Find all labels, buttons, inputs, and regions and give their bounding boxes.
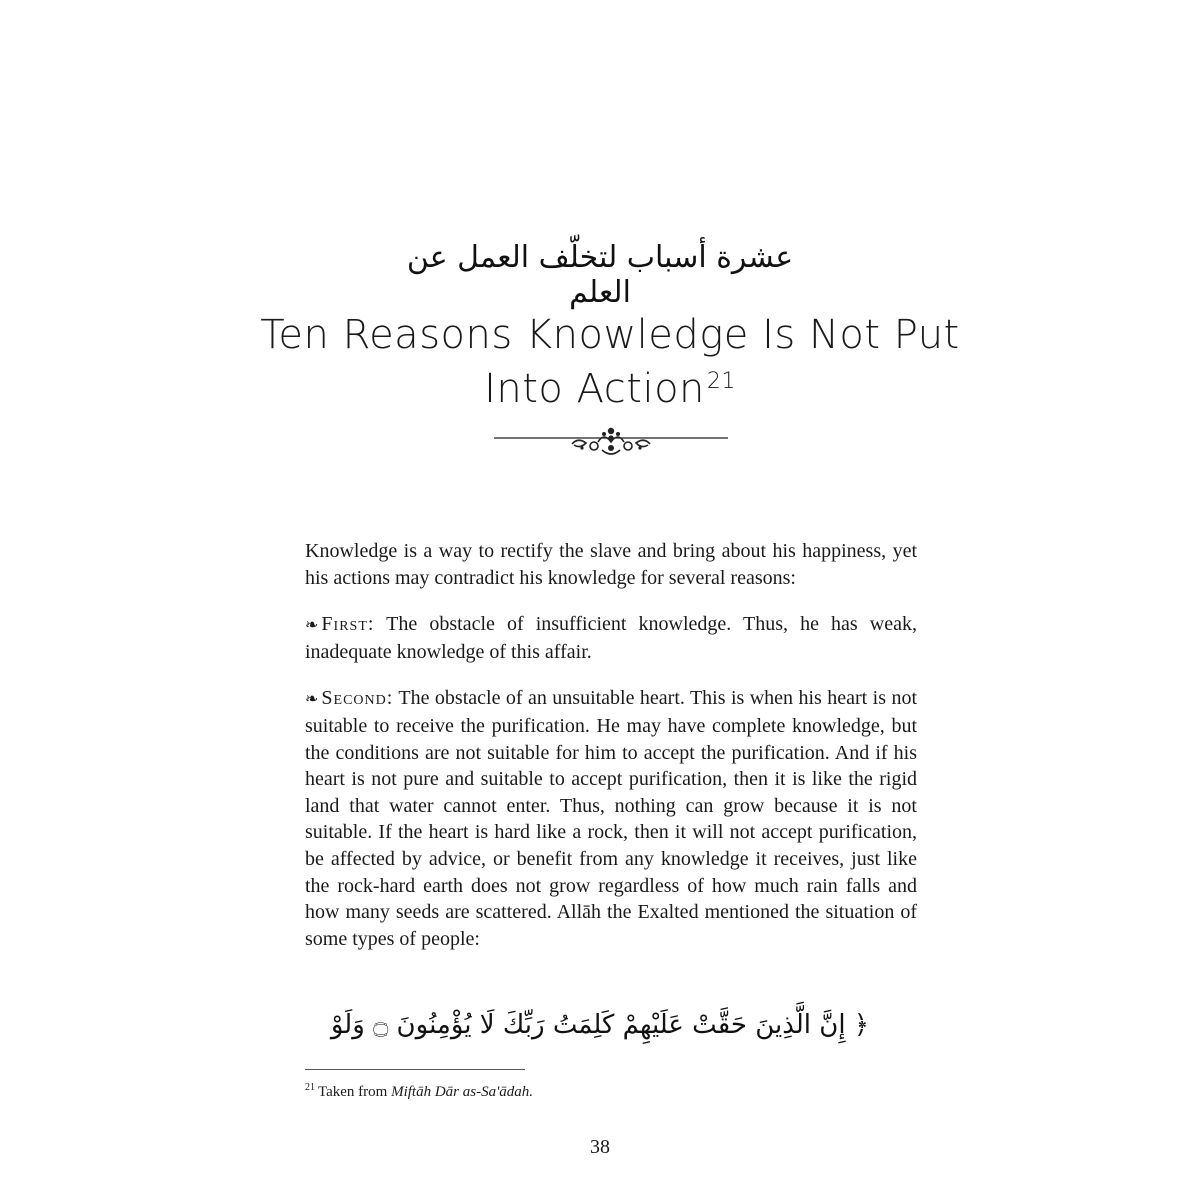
ornamental-divider-icon bbox=[494, 424, 728, 464]
arabic-chapter-title: عشرة أسباب لتخلّف العمل عن العلم bbox=[406, 240, 794, 310]
footnote bbox=[305, 1082, 917, 1101]
fleuron-icon: ❧ bbox=[305, 615, 319, 635]
body-text bbox=[305, 538, 917, 972]
reason-label: First: bbox=[321, 613, 375, 636]
footnote-divider bbox=[305, 1069, 525, 1070]
chapter-title bbox=[250, 308, 970, 416]
reason-paragraph bbox=[305, 611, 917, 665]
page-number: 38 bbox=[590, 1136, 610, 1158]
reason-label: Second: bbox=[321, 687, 394, 710]
footnote-number: 21 bbox=[305, 1082, 315, 1093]
quran-verse: ﴿ إِنَّ الَّذِينَ حَقَّتْ عَلَيْهِمْ كَلِمَتُ رَبِّكَ لَا يُؤْمِنُونَ ۝ وَلَوْ bbox=[330, 1010, 870, 1040]
chapter-title-text: Ten Reasons Knowledge Is Not Put Into Action bbox=[260, 312, 960, 412]
fleuron-icon: ❧ bbox=[305, 689, 319, 709]
chapter-title-footnote-ref[interactable]: 21 bbox=[706, 368, 736, 394]
intro-paragraph: Knowledge is a way to rectify the slave and bring about his happiness, yet his actions may contradict his knowledge for several reasons: bbox=[305, 540, 917, 589]
footnote-prefix: Taken from bbox=[318, 1084, 388, 1100]
reason-text: The obstacle of an unsuitable heart. This is when his heart is not suitable to receive the purification. He may have complete knowledge, but the conditions are not suitable for him to accept the purification. And if his heart is not pure and suitable to accept purification, then it is like the rigid land that water cannot enter. Thus, nothing can grow because it is not suitable. If the heart is hard like a rock, then it will not accept purification, be affected by advice, or benefit from any knowledge it receives, just like the rock-hard earth does not grow regardless of how much rain falls and how many seeds are scattered. Allāh the Exalted mentioned the situation of some types of people: bbox=[305, 687, 917, 950]
reason-text: The obstacle of insufficient knowledge. Thus, he has weak, inadequate knowledge of this affair. bbox=[305, 613, 917, 663]
reason-paragraph bbox=[305, 685, 917, 952]
footnote-source: Miftāh Dār as-Sa'ādah. bbox=[391, 1084, 534, 1100]
